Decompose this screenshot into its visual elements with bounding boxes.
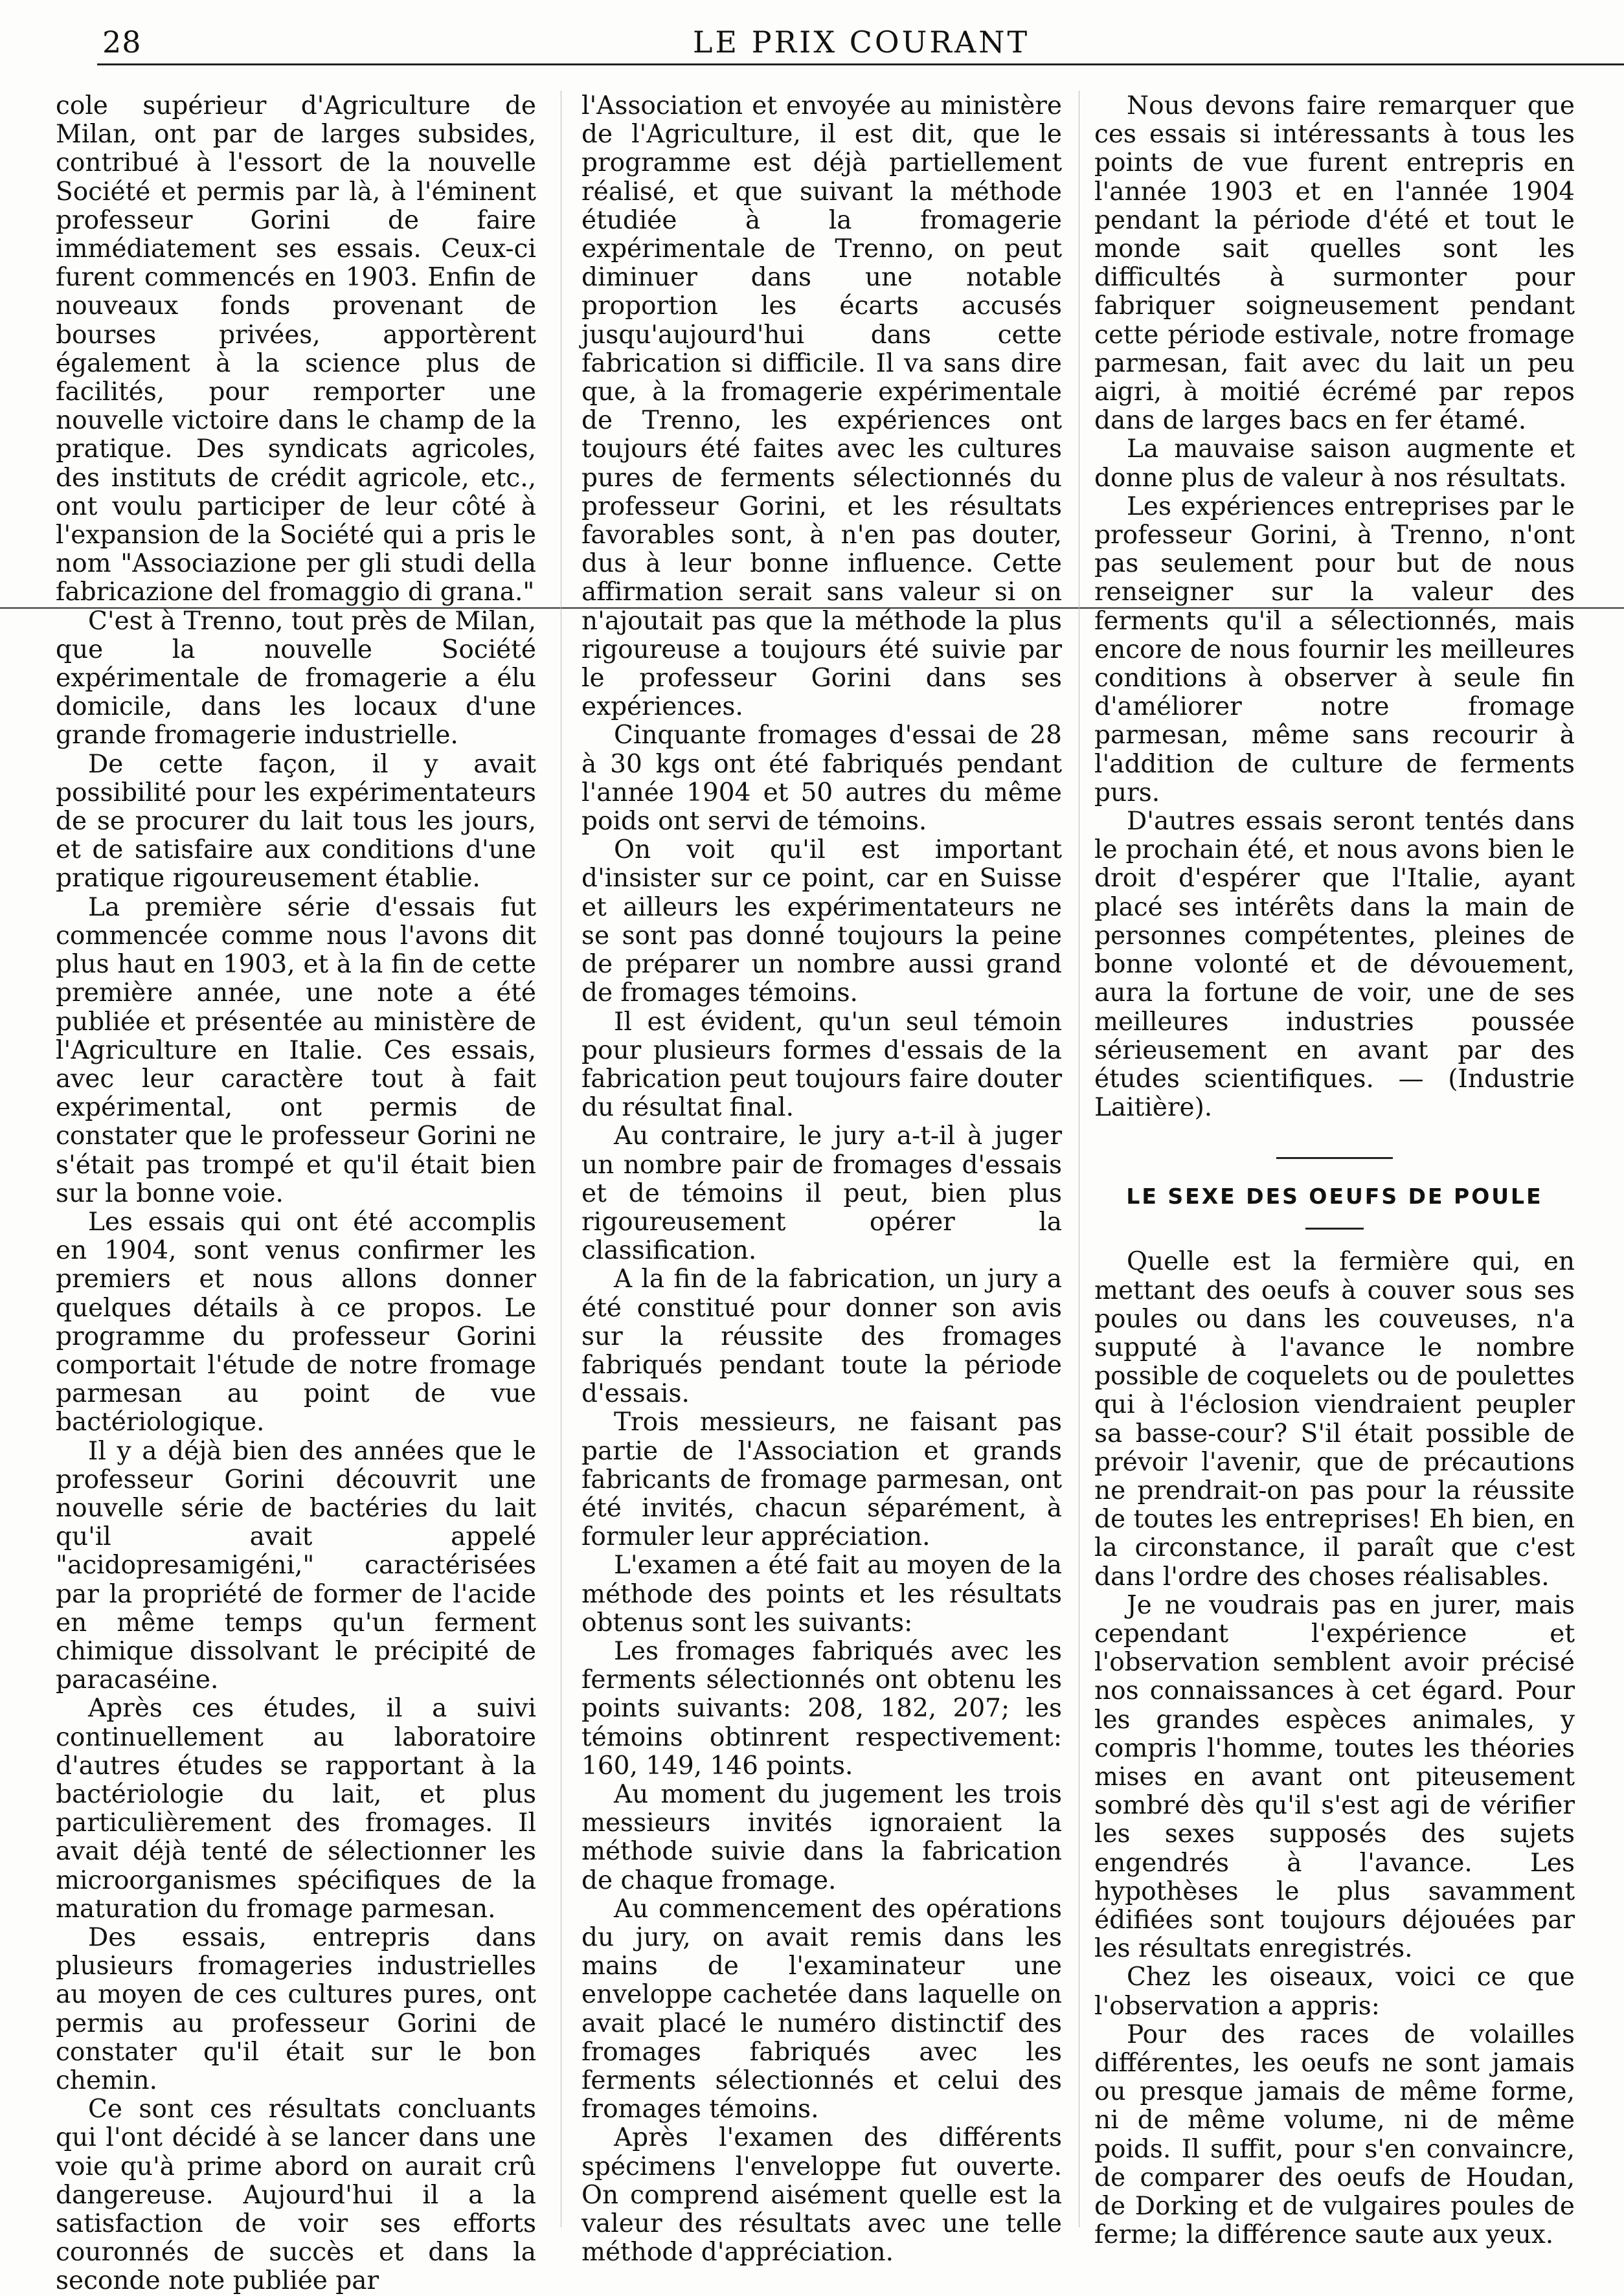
paragraph: Les essais qui ont été accomplis en 1904, sont venus confirmer les premiers et nous allons donner quelques détails à ce propos. Le programme du professeur Gorini comportait l'étude de notre fromage parmesan au point de vue bactériologique. [56,1207,536,1437]
page-number: 28 [102,25,142,60]
paragraph: Ce sont ces résultats concluants qui l'ont décidé à se lancer dans une voie qu'à prime abord on aurait crû dangereuse. Aujourd'hui il a la satisfaction de voir ses efforts couronnés de succès et dans la seconde note publiée par [56,2095,536,2296]
paragraph: Il est évident, qu'un seul témoin pour plusieurs formes d'essais de la fabrication peut toujours faire douter du résultat final. [581,1007,1062,1123]
paragraph: Trois messieurs, ne faisant pas partie de l'Association et grands fabricants de fromage parmesan, ont été invités, chacun séparément, à formuler leur appréciation. [581,1408,1062,1552]
paragraph: A la fin de la fabrication, un jury a été constitué pour donner son avis sur la réussite des fromages fabriqués pendant toute la période d'essais. [581,1265,1062,1409]
paragraph: Au moment du jugement les trois messieurs invités ignoraient la méthode suivie dans la fabrication de chaque fromage. [581,1779,1062,1895]
paragraph: De cette façon, il y avait possibilité pour les expérimentateurs de se procurer du lait tous les jours, et de satisfaire aux conditions d'une pratique rigoureusement établie. [56,749,536,894]
paragraph: Les fromages fabriqués avec les ferments sélectionnés ont obtenu les points suivants: 208, 182, 207; les témoins obtinrent respectivement: 160, 149, 146 points. [581,1636,1062,1781]
paragraph: Nous devons faire remarquer que ces essais si intéressants à tous les points de vue furent entrepris en l'année 1903 et en l'année 1904 pendant la période d'été et tout le monde sait quelles sont les difficultés à surmonter pour fabriquer soigneusement pendant cette période estivale, notre fromage parmesan, fait avec du lait un peu aigri, à moitié écrémé par repos dans de larges bacs en fer étamé. [1094,91,1575,436]
paragraph: l'Association et envoyée au ministère de l'Agriculture, il est dit, que le programme est déjà partiellement réalisé, et que suivant la méthode étudiée à la fromagerie expérimentale de Trenno, on peut diminuer dans une notable proportion les écarts accusés jusqu'aujourd'hui dans cette fabrication si difficile. Il va sans dire que, à la fromagerie expérimentale de Trenno, les expériences ont toujours été faites avec les cultures pures de ferments sélectionnés du professeur Gorini, et les résultats favorables sont, à n'en pas douter, dus à leur bonne influence. Cette affirmation serait sans valeur si on n'ajoutait pas que la méthode la plus rigoureuse a toujours été suivie par le professeur Gorini dans ses expériences. [581,91,1062,722]
header-rule [97,63,1624,65]
page-header [97,25,1624,60]
paragraph: La mauvaise saison augmente et donne plus de valeur à nos résultats. [1094,434,1575,493]
paragraph: Cinquante fromages d'essai de 28 à 30 kgs ont été fabriqués pendant l'année 1904 et 50 autres du même poids ont servi de témoins. [581,721,1062,837]
column-2 [581,92,1062,2267]
paragraph: Au contraire, le jury a-t-il à juger un nombre pair de fromages d'essais et de témoins il peut, bien plus rigoureusement opérer la classification. [581,1121,1062,1266]
section-separator [1276,1157,1393,1159]
title-underline [1305,1228,1364,1230]
paragraph: C'est à Trenno, tout près de Milan, que la nouvelle Société expérimentale de fromagerie a élu domicile, dans les locaux d'une grande fromagerie industrielle. [56,606,536,750]
paragraph: Des essais, entrepris dans plusieurs fromageries industrielles au moyen de ces cultures pures, ont permis au professeur Gorini de constater qu'il était sur le bon chemin. [56,1923,536,2096]
paragraph: Chez les oiseaux, voici ce que l'observation a appris: [1094,1963,1575,2021]
journal-title: LE PRIX COURANT [692,25,1030,60]
column-1 [56,92,536,2296]
paragraph: Je ne voudrais pas en jurer, mais cependant l'expérience et l'observation semblent avoir précisé nos connaissances à cet égard. Pour les grandes espèces animales, y compris l'homme, toutes les théories mises en avant ont piteusement sombré dès qu'il s'est agi de vérifier les sexes supposés des sujets engendrés à l'avance. Les hypothèses le plus savamment édifiées sont toujours déjouées par les résultats enregistrés. [1094,1590,1575,1964]
paragraph: D'autres essais seront tentés dans le prochain été, et nous avons bien le droit d'espérer que l'Italie, ayant placé ses intérêts dans la main de personnes compétentes, pleines de bonne volonté et de dévouement, aura la fortune de voir, une de ses meilleures industries poussée sérieusement en avant par des études scientifiques. — (Industrie Laitière). [1094,807,1575,1123]
paragraph: L'examen a été fait au moyen de la méthode des points et les résultats obtenus sont les suivants: [581,1551,1062,1638]
paragraph: Les expériences entreprises par le professeur Gorini, à Trenno, n'ont pas seulement pour but de nous renseigner sur la valeur des ferments qu'il a sélectionnés, mais encore de nous fournir les meilleures conditions à observer à seule fin d'améliorer notre fromage parmesan, même sans recourir à l'addition de culture de ferments purs. [1094,491,1575,807]
paragraph: Au commencement des opérations du jury, on avait remis dans les mains de l'examinateur une enveloppe cachetée dans laquelle on avait placé le numéro distinctif des fromages fabriqués avec les ferments sélectionnés et celui des fromages témoins. [581,1894,1062,2124]
paragraph: Quelle est la fermière qui, en mettant des oeufs à couver sous ses poules ou dans les couveuses, n'a supputé à l'avance le nombre possible de coquelets ou de poulettes qui à l'éclosion viendraient peupler sa basse-cour? S'il était possible de prévoir l'avenir, que de précautions ne prendrait-on pas pour la réussite de toutes les entreprises! Eh bien, en la circonstance, il paraît que c'est dans l'ordre des choses réalisables. [1094,1247,1575,1592]
column-3 [1094,92,1575,2249]
paragraph: Après l'examen des différents spécimens l'enveloppe fut ouverte. On comprend aisément quelle est la valeur des résultats avec une telle méthode d'appréciation. [581,2123,1062,2268]
paragraph: La première série d'essais fut commencée comme nous l'avons dit plus haut en 1903, et à la fin de cette première année, une note a été publiée et présentée au ministère de l'Agriculture en Italie. Ces essais, avec leur caractère tout à fait expérimental, ont permis de constater que le professeur Gorini ne s'était pas trompé et qu'il était bien sur la bonne voie. [56,892,536,1208]
article-title: LE SEXE DES OEUFS DE POULE [1126,1184,1543,1210]
paragraph: On voit qu'il est important d'insister sur ce point, car en Suisse et ailleurs les expérimentateurs ne se sont pas donné toujours la peine de préparer un nombre aussi grand de fromages témoins. [581,835,1062,1008]
paragraph: Il y a déjà bien des années que le professeur Gorini découvrit une nouvelle série de bactéries du lait qu'il avait appelé "acidopresamigéni," caractérisées par la propriété de former de l'acide en même temps qu'un ferment chimique dissolvant le précipité de paracaséine. [56,1436,536,1695]
paragraph: Après ces études, il a suivi continuellement au laboratoire d'autres études se rapportant à la bactériologie du lait, et plus particulièrement des fromages. Il avait déjà tenté de sélectionner les microorganismes spécifiques de la maturation du fromage parmesan. [56,1694,536,1924]
paragraph: Pour des races de volailles différentes, les oeufs ne sont jamais ou presque jamais de même forme, ni de même volume, ni de même poids. Il suffit, pour s'en convaincre, de comparer des oeufs de Houdan, de Dorking et de vulgaires poules de ferme; la différence saute aux yeux. [1094,2020,1575,2250]
paragraph: cole supérieur d'Agriculture de Milan, ont par de larges subsides, contribué à l'essort de la nouvelle Société et permis par là, à l'éminent professeur Gorini de faire immédiatement ses essais. Ceux-ci furent commencés en 1903. Enfin de nouveaux fonds provenant de bourses privées, apportèrent également à la science plus de facilités, pour remporter une nouvelle victoire dans le champ de la pratique. Des syndicats agricoles, des instituts de crédit agricole, etc., ont voulu participer de leur côté à l'expansion de la Société qui a pris le nom "Associazione per gli studi della fabricazione del fromaggio di grana." [56,91,536,607]
